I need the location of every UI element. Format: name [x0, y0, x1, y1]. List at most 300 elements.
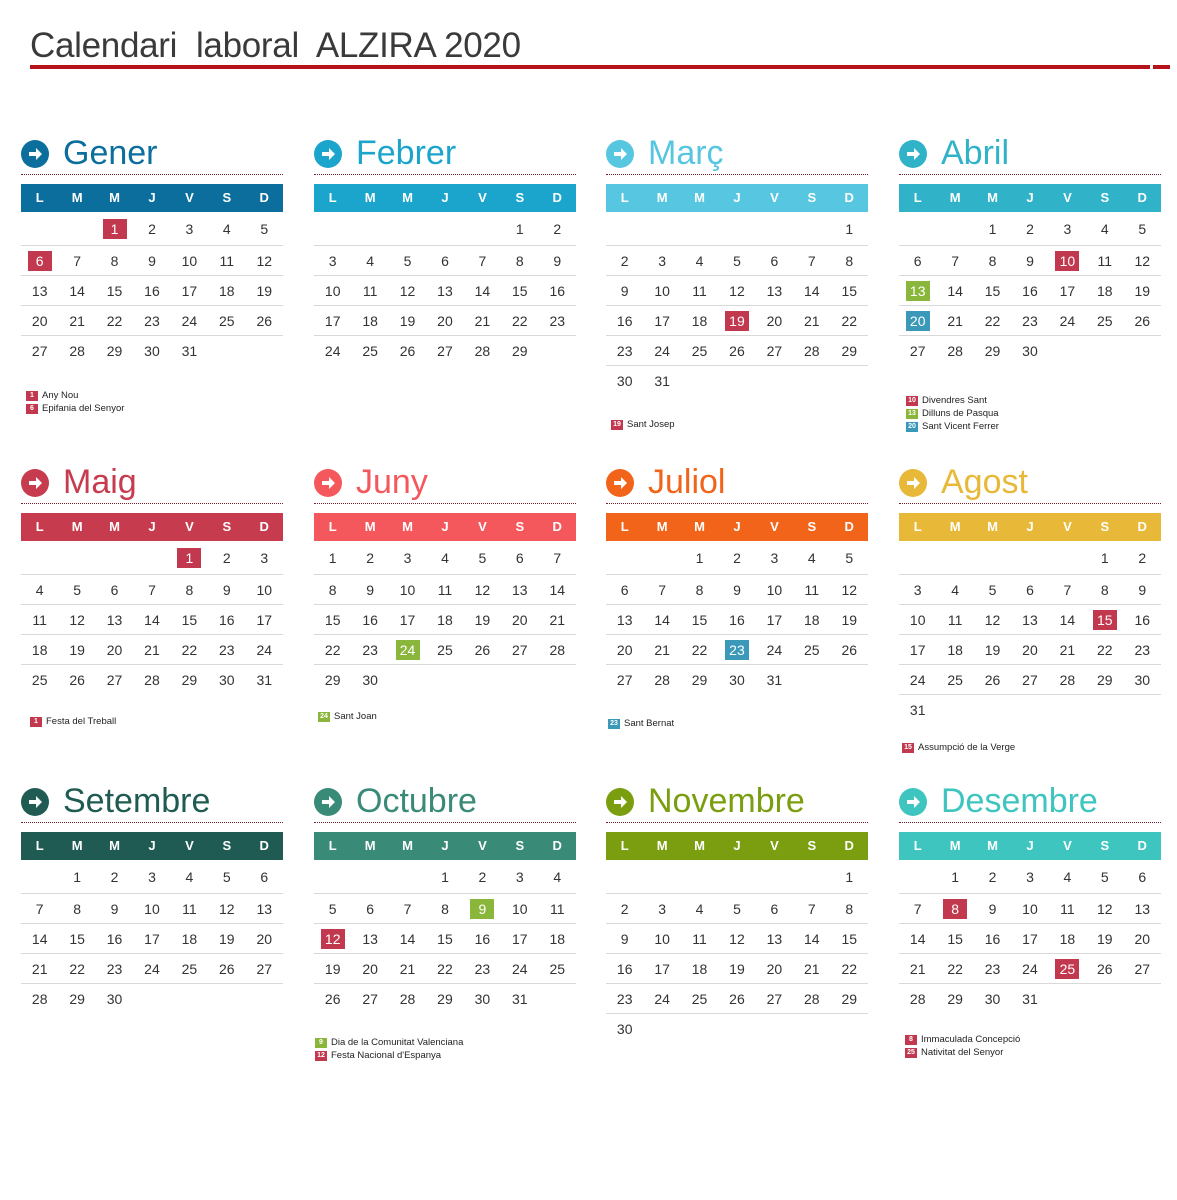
day-cell: [208, 665, 245, 694]
day-number: 18: [31, 641, 48, 658]
month-divider: [899, 174, 1161, 175]
weekday-label: L: [913, 838, 922, 853]
day-number: 8: [110, 252, 119, 269]
day-number: 7: [148, 581, 156, 598]
month-name: Juny: [356, 463, 428, 501]
day-number: 6: [1138, 868, 1147, 885]
month-name: Agost: [941, 463, 1028, 501]
day-cell: [426, 860, 463, 893]
day-cell: [464, 605, 501, 634]
day-number: 11: [219, 252, 235, 269]
day-number: 8: [185, 581, 194, 598]
day-cell: [643, 984, 680, 1013]
week-row: [899, 954, 1161, 984]
day-cell: [1124, 860, 1161, 893]
legend-item: [905, 1046, 1020, 1059]
day-cell: [899, 541, 936, 574]
day-number: 9: [222, 581, 231, 598]
day-number: 22: [1097, 641, 1113, 658]
day-cell: [58, 212, 95, 245]
day-number: 29: [691, 671, 708, 688]
legend-day-badge: 19: [611, 420, 623, 430]
week-row: [606, 246, 868, 276]
day-number: 1: [845, 868, 854, 885]
day-number: 20: [437, 312, 453, 329]
day-number: 31: [181, 342, 198, 359]
day-number: 10: [399, 581, 416, 598]
weekday-label: J: [733, 838, 741, 853]
holiday-legend: [26, 389, 124, 415]
day-number: 29: [69, 990, 85, 1007]
day-cell: [426, 336, 463, 365]
day-cell: [681, 860, 718, 893]
weekday-label: S: [807, 838, 817, 853]
day-number: 12: [729, 282, 745, 299]
day-number: 13: [906, 281, 930, 301]
day-number: 2: [1026, 220, 1034, 237]
day-number: 17: [324, 312, 341, 329]
week-row: [899, 860, 1161, 894]
day-cell: [1011, 894, 1048, 923]
day-cell: [1011, 954, 1048, 983]
day-cell: [1086, 860, 1123, 893]
legend-item: [906, 407, 999, 420]
day-number: 11: [437, 581, 453, 598]
day-number: 28: [144, 671, 160, 688]
day-number: 28: [947, 342, 963, 359]
holiday-cell: [21, 246, 58, 275]
day-cell: [501, 276, 538, 305]
week-row: [314, 665, 576, 694]
legend-label: Sant Josep: [627, 419, 675, 430]
week-row: [899, 336, 1161, 365]
day-cell: [246, 665, 283, 694]
day-number: 18: [362, 312, 378, 329]
day-cell: [314, 605, 351, 634]
day-number: 7: [807, 252, 816, 269]
month-divider: [21, 822, 283, 823]
weekday-header: [21, 832, 283, 860]
day-cell: [501, 575, 538, 604]
month-header: [606, 784, 868, 832]
day-cell: [974, 246, 1011, 275]
day-cell: [974, 276, 1011, 305]
day-cell: [793, 246, 830, 275]
weekday-label: M: [71, 838, 83, 853]
day-cell: [606, 924, 643, 953]
weekday-label: S: [1100, 838, 1110, 853]
day-cell: [681, 984, 718, 1013]
day-cell: [831, 212, 868, 245]
day-number: 22: [512, 312, 528, 329]
legend-item: [315, 1036, 463, 1049]
day-cell: [133, 541, 170, 574]
day-cell: [246, 575, 283, 604]
day-cell: [389, 984, 426, 1013]
day-number: 5: [328, 900, 337, 917]
day-number: 15: [69, 930, 85, 947]
month-header: [314, 784, 576, 832]
weekday-label: D: [259, 190, 269, 205]
day-cell: [389, 605, 426, 634]
day-number: 18: [219, 282, 235, 299]
day-cell: [208, 246, 245, 275]
day-cell: [171, 665, 208, 694]
weekday-label: S: [1100, 190, 1110, 205]
day-number: 22: [841, 312, 858, 329]
day-number: 9: [620, 282, 629, 299]
weekday-label: L: [35, 190, 44, 205]
day-cell: [246, 276, 283, 305]
page-title: Calendari laboral ALZIRA 2020: [30, 26, 521, 65]
day-number: 19: [1134, 282, 1151, 299]
day-number: 10: [654, 930, 670, 947]
day-cell: [1086, 924, 1123, 953]
holiday-legend: [608, 717, 674, 730]
day-number: 19: [399, 312, 416, 329]
day-cell: [899, 212, 936, 245]
weekday-label: V: [185, 519, 194, 534]
day-number: 1: [328, 549, 337, 566]
day-number: 9: [470, 899, 494, 919]
day-cell: [974, 306, 1011, 335]
holiday-cell: [899, 276, 936, 305]
day-cell: [793, 860, 830, 893]
day-number: 15: [841, 930, 858, 947]
day-number: 4: [807, 549, 816, 566]
day-number: 2: [1138, 549, 1147, 566]
month-header: [899, 465, 1161, 513]
day-cell: [936, 665, 973, 694]
day-cell: [246, 954, 283, 983]
arrow-right-icon: [21, 469, 49, 497]
day-number: 7: [1063, 581, 1072, 598]
day-cell: [426, 984, 463, 1013]
weekday-label: M: [402, 519, 413, 534]
day-number: 12: [1134, 252, 1151, 269]
day-number: 11: [1097, 252, 1113, 269]
day-number: 29: [512, 342, 528, 359]
day-number: 8: [845, 900, 854, 917]
day-number: 6: [441, 252, 449, 269]
day-number: 12: [984, 611, 1001, 628]
day-number: 23: [725, 640, 749, 660]
day-number: 23: [616, 342, 633, 359]
day-cell: [1124, 212, 1161, 245]
day-cell: [246, 924, 283, 953]
day-cell: [643, 306, 680, 335]
day-number: 4: [35, 581, 44, 598]
day-cell: [246, 336, 283, 365]
day-number: 30: [144, 342, 160, 359]
day-cell: [246, 605, 283, 634]
day-number: 8: [515, 252, 524, 269]
day-cell: [936, 605, 973, 634]
day-cell: [351, 605, 388, 634]
weekday-label: V: [478, 519, 487, 534]
day-number: 17: [654, 312, 670, 329]
day-cell: [133, 924, 170, 953]
day-cell: [314, 306, 351, 335]
day-number: 12: [841, 581, 858, 598]
legend-day-badge: 23: [608, 719, 620, 729]
weekday-label: D: [844, 519, 854, 534]
day-cell: [793, 954, 830, 983]
day-cell: [1011, 212, 1048, 245]
day-cell: [21, 306, 58, 335]
day-cell: [936, 306, 973, 335]
day-cell: [539, 860, 576, 893]
legend-item: [30, 715, 116, 728]
day-number: 28: [654, 671, 670, 688]
day-cell: [718, 954, 755, 983]
week-row: [314, 954, 576, 984]
month-name: Febrer: [356, 134, 457, 172]
day-number: 21: [909, 960, 926, 977]
day-cell: [351, 635, 388, 664]
day-number: 11: [804, 581, 820, 598]
day-cell: [208, 924, 245, 953]
weekday-header: [314, 184, 576, 212]
month-desembre: [899, 784, 1161, 1013]
legend-label: Assumpció de la Verge: [918, 742, 1016, 753]
day-cell: [974, 860, 1011, 893]
day-number: 3: [770, 549, 779, 566]
month-agost: [899, 465, 1161, 724]
day-number: 6: [260, 868, 269, 885]
day-cell: [171, 860, 208, 893]
day-number: 25: [219, 312, 235, 329]
day-cell: [831, 306, 868, 335]
month-name: Novembre: [648, 782, 805, 820]
day-number: 12: [729, 930, 745, 947]
day-cell: [756, 575, 793, 604]
weekday-header: [21, 184, 283, 212]
legend-day-badge: 25: [905, 1048, 917, 1058]
arrow-right-icon: [899, 469, 927, 497]
day-cell: [96, 924, 133, 953]
weekday-label: D: [1137, 190, 1147, 205]
day-cell: [899, 575, 936, 604]
legend-item: [318, 710, 377, 723]
day-cell: [96, 665, 133, 694]
legend-label: Divendres Sant: [922, 395, 987, 406]
month-name: Juliol: [648, 463, 726, 501]
day-cell: [718, 1014, 755, 1043]
day-number: 20: [362, 960, 378, 977]
day-cell: [21, 954, 58, 983]
day-cell: [246, 212, 283, 245]
day-cell: [246, 635, 283, 664]
day-number: 4: [1100, 220, 1109, 237]
day-cell: [133, 894, 170, 923]
week-row: [314, 575, 576, 605]
day-cell: [643, 894, 680, 923]
day-cell: [464, 665, 501, 694]
day-cell: [314, 575, 351, 604]
day-cell: [1124, 894, 1161, 923]
day-number: 24: [1059, 312, 1076, 329]
week-row: [606, 541, 868, 575]
legend-day-badge: 13: [906, 409, 918, 419]
day-cell: [21, 336, 58, 365]
weekday-label: S: [515, 838, 525, 853]
weekday-label: D: [552, 190, 562, 205]
day-number: 24: [1022, 960, 1038, 977]
day-cell: [351, 860, 388, 893]
day-number: 21: [947, 312, 963, 329]
day-cell: [1049, 575, 1086, 604]
week-row: [606, 860, 868, 894]
day-cell: [718, 984, 755, 1013]
day-number: 9: [110, 900, 119, 917]
day-number: 11: [1060, 900, 1075, 917]
day-cell: [974, 984, 1011, 1013]
day-cell: [1086, 212, 1123, 245]
day-cell: [831, 605, 868, 634]
week-row: [606, 954, 868, 984]
day-number: 29: [106, 342, 123, 359]
day-cell: [793, 212, 830, 245]
weekday-label: J: [148, 838, 156, 853]
day-number: 21: [474, 312, 491, 329]
day-cell: [133, 635, 170, 664]
day-cell: [21, 860, 58, 893]
day-number: 16: [549, 282, 566, 299]
day-cell: [133, 306, 170, 335]
day-number: 9: [988, 900, 997, 917]
day-number: 16: [474, 930, 491, 947]
day-cell: [1011, 924, 1048, 953]
day-cell: [426, 605, 463, 634]
week-row: [899, 605, 1161, 635]
week-row: [606, 605, 868, 635]
day-cell: [793, 605, 830, 634]
legend-label: Dia de la Comunitat Valenciana: [331, 1037, 464, 1048]
day-number: 1: [177, 548, 201, 568]
day-number: 15: [324, 611, 341, 628]
day-cell: [58, 954, 95, 983]
day-cell: [464, 984, 501, 1013]
day-number: 9: [733, 581, 741, 598]
day-number: 22: [181, 641, 198, 658]
day-number: 5: [260, 220, 269, 237]
day-cell: [426, 665, 463, 694]
month-header: [606, 465, 868, 513]
week-row: [606, 575, 868, 605]
day-number: 30: [616, 1020, 633, 1037]
day-number: 13: [437, 282, 453, 299]
week-row: [606, 635, 868, 665]
holiday-cell: [1049, 246, 1086, 275]
day-cell: [426, 212, 463, 245]
week-row: [314, 635, 576, 665]
day-number: 14: [31, 930, 48, 947]
month-divider: [899, 822, 1161, 823]
day-cell: [756, 541, 793, 574]
legend-item: [608, 717, 674, 730]
day-number: 1: [695, 549, 704, 566]
day-number: 2: [733, 549, 741, 566]
week-row: [606, 366, 868, 395]
legend-day-badge: 12: [315, 1051, 327, 1061]
day-cell: [899, 336, 936, 365]
holiday-legend: [906, 394, 999, 433]
day-cell: [718, 860, 755, 893]
weekday-label: S: [807, 519, 817, 534]
day-cell: [643, 860, 680, 893]
weekday-header: [899, 513, 1161, 541]
day-number: 4: [951, 581, 960, 598]
day-number: 29: [437, 990, 453, 1007]
day-number: 8: [943, 899, 967, 919]
weekday-label: S: [807, 190, 817, 205]
day-cell: [314, 276, 351, 305]
day-cell: [681, 276, 718, 305]
day-number: 16: [219, 611, 235, 628]
day-number: 13: [256, 900, 273, 917]
month-gener: [21, 136, 283, 365]
day-number: 1: [1100, 549, 1109, 566]
week-row: [899, 984, 1161, 1013]
day-number: 21: [804, 312, 820, 329]
day-number: 12: [321, 929, 345, 949]
day-number: 25: [31, 671, 48, 688]
day-number: 26: [219, 960, 235, 977]
day-number: 25: [549, 960, 566, 977]
day-number: 4: [441, 549, 449, 566]
day-number: 18: [947, 641, 963, 658]
day-cell: [171, 954, 208, 983]
day-number: 10: [909, 611, 926, 628]
week-row: [21, 894, 283, 924]
day-number: 8: [1100, 581, 1109, 598]
day-cell: [606, 212, 643, 245]
day-cell: [756, 894, 793, 923]
weekday-label: L: [620, 519, 629, 534]
day-cell: [756, 954, 793, 983]
day-cell: [606, 605, 643, 634]
day-cell: [539, 894, 576, 923]
day-cell: [681, 575, 718, 604]
day-number: 18: [691, 312, 708, 329]
month-header: [899, 136, 1161, 184]
day-number: 21: [399, 960, 416, 977]
day-cell: [974, 575, 1011, 604]
day-cell: [831, 860, 868, 893]
day-number: 1: [441, 868, 449, 885]
day-cell: [936, 860, 973, 893]
day-cell: [643, 924, 680, 953]
day-number: 27: [31, 342, 48, 359]
day-cell: [793, 366, 830, 395]
day-number: 27: [512, 641, 528, 658]
day-number: 16: [616, 312, 633, 329]
week-row: [21, 246, 283, 276]
day-number: 29: [984, 342, 1001, 359]
day-cell: [606, 665, 643, 694]
day-cell: [96, 635, 133, 664]
day-cell: [133, 212, 170, 245]
day-cell: [96, 954, 133, 983]
day-cell: [58, 336, 95, 365]
day-cell: [246, 246, 283, 275]
day-cell: [643, 276, 680, 305]
day-number: 14: [399, 930, 416, 947]
day-number: 17: [1022, 930, 1038, 947]
day-number: 3: [403, 549, 412, 566]
day-cell: [1124, 665, 1161, 694]
